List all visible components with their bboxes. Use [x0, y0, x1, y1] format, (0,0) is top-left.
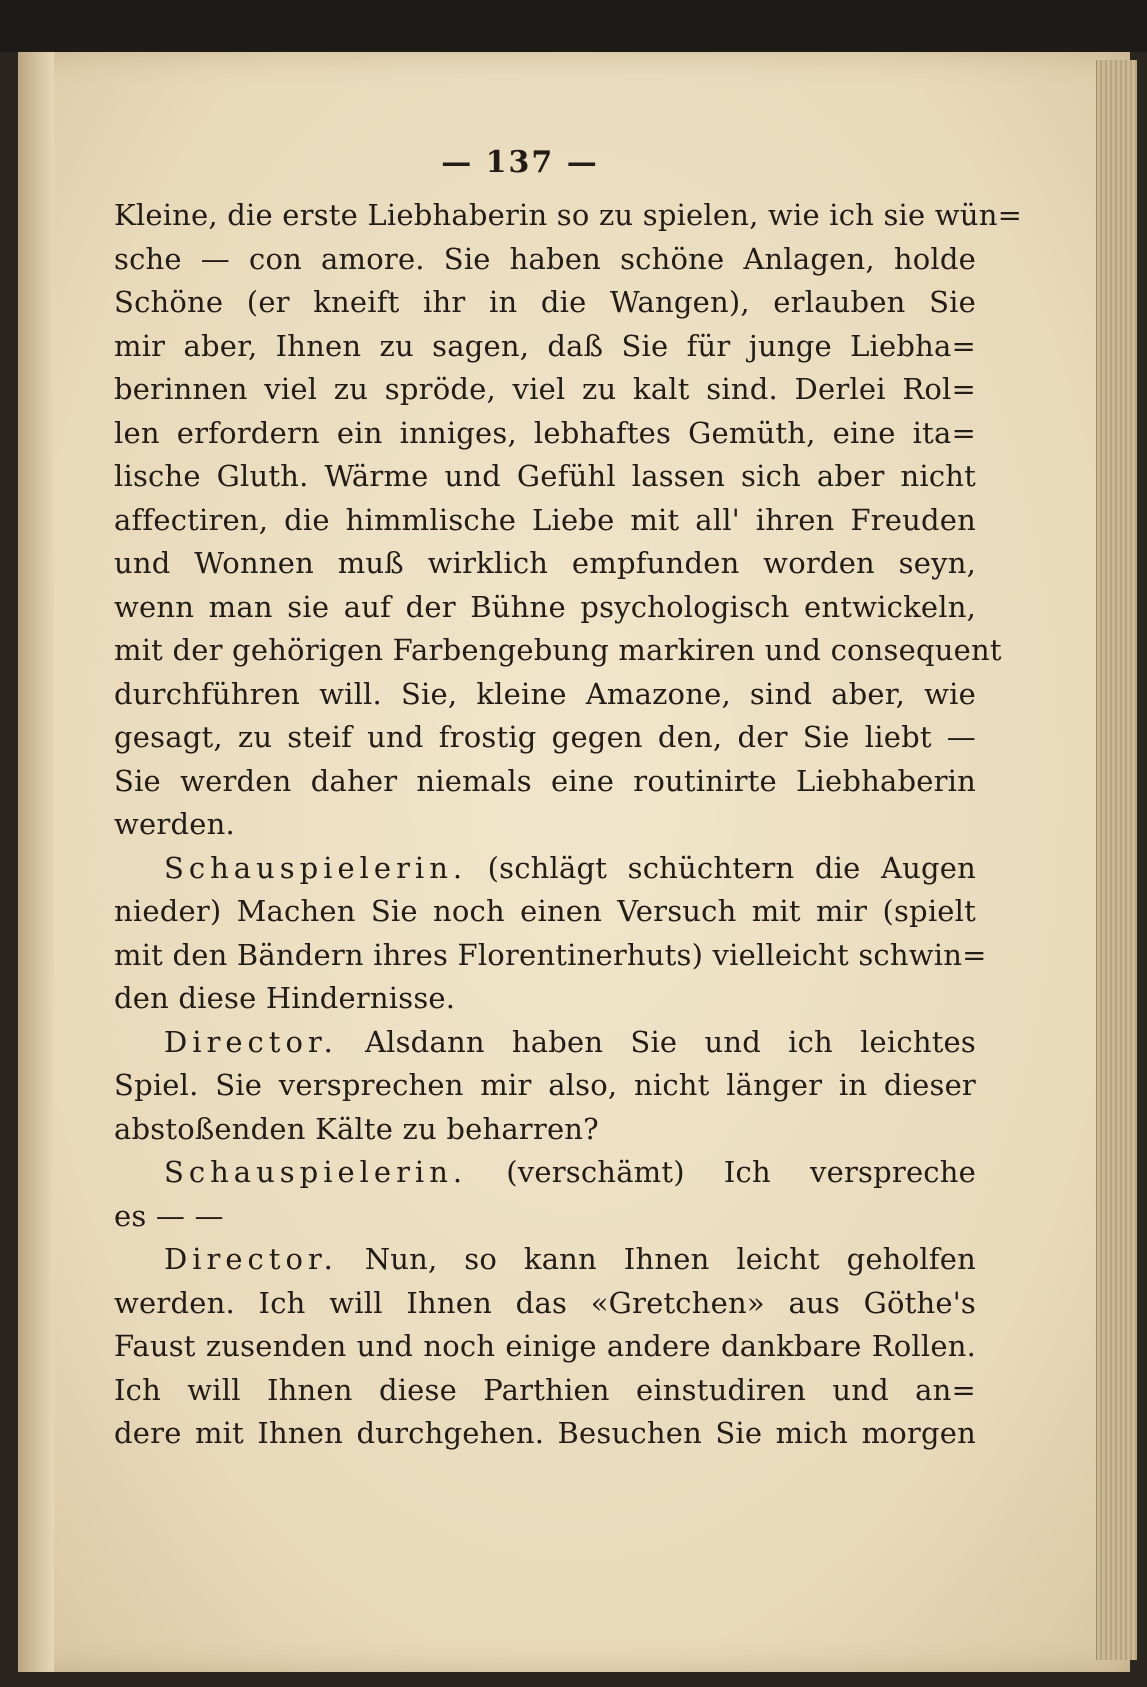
- line-text: den diese Hindernisse.: [114, 981, 456, 1015]
- line-text: (verschämt) Ich verspreche: [506, 1155, 976, 1189]
- text-line: [114, 1412, 976, 1456]
- line-text: Spiel. Sie versprechen mir also, nicht länger in dieser: [114, 1068, 976, 1102]
- line-text: len erfordern ein inniges, lebhaftes Gemüth, eine ita=: [114, 415, 976, 450]
- line-text: nieder) Machen Sie noch einen Versuch mit mir (spielt: [114, 894, 976, 928]
- text-line: [114, 977, 976, 1021]
- text-line: [114, 1369, 976, 1413]
- text-line: [114, 325, 976, 369]
- text-line: [114, 716, 976, 760]
- text-line: [114, 281, 976, 325]
- speaker-name: Director.: [164, 1242, 338, 1276]
- text-line: [114, 455, 976, 499]
- page-stack-edge: [1096, 60, 1137, 1660]
- text-line: [114, 629, 1002, 673]
- line-text: abstoßenden Kälte zu beharren?: [114, 1111, 599, 1146]
- line-text: und Wonnen muß wirklich empfunden worden seyn,: [114, 546, 976, 580]
- line-text: durchführen will. Sie, kleine Amazone, sind aber, wie: [114, 676, 976, 711]
- book-gutter: [18, 52, 54, 1672]
- text-line: [114, 847, 976, 891]
- line-text: werden. Ich will Ihnen das «Gretchen» aus Göthe's: [114, 1285, 976, 1320]
- line-text: berinnen viel zu spröde, viel zu kalt sind. Derlei Rol=: [114, 372, 976, 406]
- line-text: Ich will Ihnen diese Parthien einstudiren und an=: [114, 1372, 976, 1407]
- line-text: Faust zusenden und noch einige andere dankbare Rollen.: [114, 1329, 976, 1363]
- text-line: [114, 1064, 976, 1108]
- line-text: werden.: [114, 807, 235, 841]
- scan-background: [0, 0, 1147, 52]
- line-text: Alsdann haben Sie und ich leichtes: [364, 1024, 976, 1059]
- line-text: wenn man sie auf der Bühne psychologisch entwickeln,: [114, 589, 976, 624]
- text-line: [114, 934, 987, 978]
- line-text: (schlägt schüchtern die Augen: [487, 850, 977, 885]
- line-text: dere mit Ihnen durchgehen. Besuchen Sie mich morgen: [114, 1416, 976, 1450]
- text-line: [114, 760, 976, 804]
- text-line: [114, 1238, 976, 1282]
- text-line: [114, 542, 976, 586]
- text-line: [114, 1195, 976, 1239]
- text-line: [114, 586, 976, 630]
- text-line: [114, 1021, 976, 1065]
- text-line: [114, 1282, 976, 1326]
- text-line: [114, 1108, 976, 1152]
- text-line: [114, 238, 976, 282]
- text-lines: [114, 194, 1023, 1456]
- line-text: Sie werden daher niemals eine routinirte Liebhaberin: [114, 763, 976, 798]
- text-line: [114, 1325, 976, 1369]
- speaker-name: Schauspielerin.: [164, 850, 468, 885]
- text-line: [114, 803, 976, 847]
- line-text: mit der gehörigen Farbengebung markiren und consequent: [114, 633, 1002, 667]
- line-text: Schöne (er kneift ihr in die Wangen), erlauben Sie: [114, 285, 976, 319]
- speaker-name: Director.: [164, 1024, 338, 1059]
- text-line: [114, 194, 1023, 238]
- line-text: affectiren, die himmlische Liebe mit all' ihren Freuden: [114, 502, 976, 537]
- line-text: mir aber, Ihnen zu sagen, daß Sie für junge Liebha=: [114, 328, 976, 363]
- text-line: [114, 673, 976, 717]
- page-number: — 137 —: [441, 145, 599, 180]
- line-text: Nun, so kann Ihnen leicht geholfen: [364, 1242, 976, 1276]
- page-text-block: [114, 145, 1023, 1456]
- text-line: [114, 499, 976, 543]
- text-line: [114, 1151, 976, 1195]
- line-text: mit den Bändern ihres Florentinerhuts) vielleicht schwin=: [114, 937, 987, 972]
- line-text: Kleine, die erste Liebhaberin so zu spielen, wie ich sie wün=: [114, 198, 1023, 232]
- text-line: [114, 890, 976, 934]
- line-text: lische Gluth. Wärme und Gefühl lassen sich aber nicht: [114, 459, 976, 493]
- speaker-name: Schauspielerin.: [164, 1155, 468, 1189]
- line-text: es — —: [114, 1198, 224, 1233]
- line-text: sche — con amore. Sie haben schöne Anlagen, holde: [114, 241, 976, 276]
- text-line: [114, 412, 976, 456]
- text-line: [114, 368, 976, 412]
- line-text: gesagt, zu steif und frostig gegen den, der Sie liebt —: [114, 720, 976, 754]
